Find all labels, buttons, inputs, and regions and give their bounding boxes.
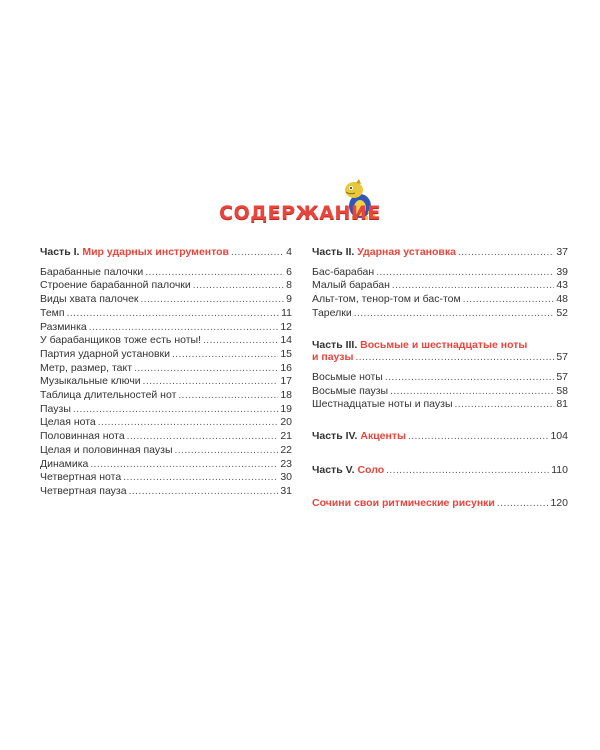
page-number: 48	[556, 293, 568, 306]
leader-dots	[89, 322, 279, 335]
part-name: Акценты	[360, 430, 406, 443]
toc-entry[interactable]	[312, 279, 568, 293]
entry-label: Динамика	[40, 457, 89, 470]
extra-name: Сочини свои ритмические рисунки	[312, 497, 495, 510]
page-number: 12	[280, 320, 292, 333]
toc-entry[interactable]	[312, 371, 568, 385]
page-number: 15	[280, 347, 292, 360]
entry-label: Разминка	[40, 320, 87, 333]
page-number: 4	[286, 246, 292, 258]
toc-entry[interactable]	[40, 430, 292, 444]
toc-entry[interactable]	[40, 485, 292, 499]
page-title: СОДЕРЖАНИЕ	[219, 202, 381, 224]
part-prefix: Часть III.	[312, 338, 358, 351]
leader-dots	[172, 349, 278, 362]
toc-part-5[interactable]	[312, 464, 568, 478]
entry-label: Целая нота	[40, 416, 96, 429]
leader-dots	[392, 280, 554, 293]
entry-label: Паузы	[40, 402, 71, 415]
page-number: 14	[280, 334, 292, 347]
entry-label: У барабанщиков тоже есть ноты!	[40, 334, 202, 347]
page-number: 31	[280, 484, 292, 497]
leader-dots	[145, 267, 284, 280]
toc-entry[interactable]	[40, 321, 292, 335]
leader-dots	[134, 363, 278, 376]
entry-label: Малый барабан	[312, 279, 390, 292]
toc-part-2[interactable]	[312, 246, 568, 260]
leader-dots	[355, 352, 554, 365]
leader-dots	[175, 445, 279, 458]
page-number: 57	[556, 370, 568, 383]
leader-dots	[123, 472, 278, 485]
toc-entry[interactable]	[40, 403, 292, 417]
page-number: 30	[280, 471, 292, 484]
toc-entry[interactable]	[40, 458, 292, 472]
toc-entry[interactable]	[40, 375, 292, 389]
part-name-line1: Восьмые и шестнадцатые ноты	[360, 338, 528, 351]
toc-entry[interactable]	[40, 471, 292, 485]
leader-dots	[90, 459, 278, 472]
leader-dots	[193, 280, 284, 293]
toc-entry[interactable]	[312, 266, 568, 280]
entry-label: Восьмые ноты	[312, 370, 383, 383]
leader-dots	[354, 308, 555, 321]
part-prefix: Часть IV.	[312, 430, 358, 443]
toc-list-part-2	[312, 266, 568, 321]
toc-left-column	[40, 246, 292, 499]
page-number: 22	[280, 443, 292, 456]
entry-label: Четвертная пауза	[40, 484, 127, 497]
entry-label: Виды хвата палочек	[40, 293, 139, 306]
toc-part-1[interactable]	[40, 246, 292, 260]
toc-extra[interactable]	[312, 497, 568, 511]
toc-entry[interactable]	[40, 444, 292, 458]
page-number: 18	[280, 389, 292, 402]
page-number: 6	[286, 265, 292, 278]
toc-entry[interactable]	[40, 389, 292, 403]
leader-dots	[73, 404, 278, 417]
entry-label: Целая и половинная паузы	[40, 443, 173, 456]
entry-label: Темп	[40, 306, 65, 319]
part-prefix: Часть V.	[312, 463, 355, 476]
toc-part-4[interactable]	[312, 430, 568, 444]
part-name: Соло	[357, 463, 385, 476]
entry-label: Восьмые паузы	[312, 384, 389, 397]
leader-dots	[98, 417, 279, 430]
toc-entry[interactable]	[40, 293, 292, 307]
page-number: 23	[280, 457, 292, 470]
leader-dots	[129, 486, 279, 499]
leader-dots	[231, 247, 284, 260]
leader-dots	[390, 386, 554, 399]
page-number: 17	[280, 375, 292, 388]
leader-dots	[67, 308, 280, 321]
leader-dots	[458, 247, 554, 260]
leader-dots	[408, 431, 549, 444]
leader-dots	[386, 465, 549, 478]
entry-label: Музыкальные ключи	[40, 375, 141, 388]
toc-part-3[interactable]	[312, 351, 568, 365]
entry-label: Тарелки	[312, 306, 352, 319]
toc-list-part-3	[312, 371, 568, 412]
entry-label: Бас-барабан	[312, 265, 375, 278]
entry-label: Таблица длительностей нот	[40, 389, 177, 402]
contents-header	[0, 180, 600, 230]
page-number: 8	[286, 279, 292, 292]
page-number: 58	[556, 384, 568, 397]
page-number: 11	[281, 306, 292, 319]
leader-dots	[385, 372, 554, 385]
page-number: 43	[556, 279, 568, 292]
entry-label: Барабанные палочки	[40, 265, 144, 278]
page-number: 37	[556, 246, 568, 258]
page-number: 39	[556, 265, 568, 278]
part-name-line2: и паузы	[312, 351, 354, 364]
entry-label: Партия ударной установки	[40, 347, 170, 360]
entry-label: Четвертная нота	[40, 471, 122, 484]
page-number: 104	[550, 430, 568, 443]
entry-label: Альт-том, тенор-том и бас-том	[312, 293, 461, 306]
toc-entry[interactable]	[40, 348, 292, 362]
part-name: Ударная установка	[357, 246, 456, 258]
toc-right-column	[312, 246, 568, 511]
leader-dots	[127, 431, 279, 444]
leader-dots	[178, 390, 278, 403]
page-number: 81	[556, 398, 568, 411]
entry-label: Половинная нота	[40, 430, 125, 443]
leader-dots	[143, 376, 279, 389]
toc-entry[interactable]	[40, 279, 292, 293]
page-number: 16	[280, 361, 292, 374]
toc-entry[interactable]	[40, 362, 292, 376]
toc-entry[interactable]	[40, 266, 292, 280]
toc-list-part-1	[40, 266, 292, 499]
page-number: 19	[280, 402, 292, 415]
page-number: 120	[550, 497, 568, 510]
toc-entry[interactable]	[40, 334, 292, 348]
leader-dots	[376, 267, 554, 280]
part-prefix: Часть II.	[312, 246, 355, 258]
toc-entry[interactable]	[312, 398, 568, 412]
toc-entry[interactable]	[40, 416, 292, 430]
entry-label: Шестнадцатые ноты и паузы	[312, 398, 453, 411]
toc-entry[interactable]	[312, 307, 568, 321]
page-number: 52	[556, 306, 568, 319]
page-number: 21	[280, 430, 292, 443]
leader-dots	[455, 399, 555, 412]
leader-dots	[497, 498, 549, 511]
page-number: 57	[556, 351, 568, 364]
leader-dots	[463, 294, 555, 307]
page-number: 110	[551, 463, 568, 476]
toc-part-3-heading[interactable]	[312, 339, 568, 352]
page-number: 20	[280, 416, 292, 429]
entry-label: Строение барабанной палочки	[40, 279, 191, 292]
leader-dots	[141, 294, 285, 307]
toc-entry[interactable]	[312, 385, 568, 399]
entry-label: Метр, размер, такт	[40, 361, 132, 374]
part-name: Мир ударных инструментов	[82, 246, 229, 258]
part-prefix: Часть I.	[40, 246, 80, 258]
page-number: 9	[286, 293, 292, 306]
toc-entry[interactable]	[40, 307, 292, 321]
toc-entry[interactable]	[312, 293, 568, 307]
leader-dots	[203, 335, 278, 348]
